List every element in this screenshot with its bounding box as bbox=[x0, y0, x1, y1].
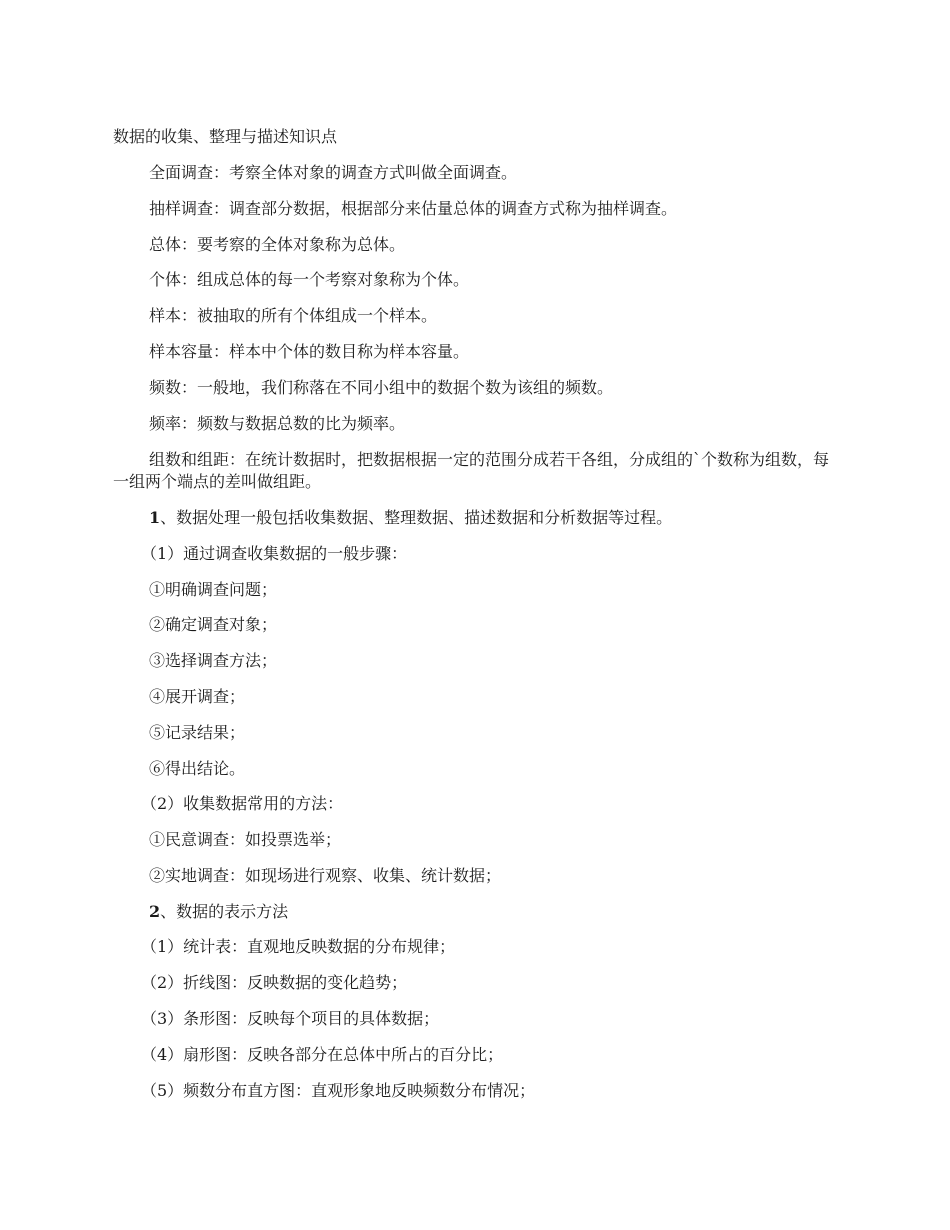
section-1-subtitle: （1）通过调查收集数据的一般步骤： bbox=[141, 544, 408, 563]
representation-item: （4）扇形图：反映各部分在总体中所占的百分比； bbox=[141, 1045, 504, 1064]
step-item: ②确定调查对象； bbox=[149, 615, 278, 634]
representation-item: （3）条形图：反映每个项目的具体数据； bbox=[141, 1009, 440, 1028]
definition-paragraph: 频数：一般地，我们称落在不同小组中的数据个数为该组的频数。 bbox=[149, 378, 614, 397]
representation-item: （1）统计表：直观地反映数据的分布规律； bbox=[141, 937, 456, 956]
definition-paragraph: 个体：组成总体的每一个考察对象称为个体。 bbox=[149, 270, 470, 289]
representation-item: （5）频数分布直方图：直观形象地反映频数分布情况； bbox=[141, 1081, 536, 1100]
definition-paragraph: 样本容量：样本中个体的数目称为样本容量。 bbox=[149, 342, 470, 361]
definition-paragraph: 组数和组距：在统计数据时，把数据根据一定的范围分成若干各组，分成组的`个数称为组数，每一组两个端点的差叫做组距。 bbox=[113, 450, 830, 491]
definition-paragraph: 抽样调查：调查部分数据，根据部分来估量总体的调查方式称为抽样调查。 bbox=[149, 199, 678, 218]
representation-item: （2）折线图：反映数据的变化趋势； bbox=[141, 973, 408, 992]
step-item: ③选择调查方法； bbox=[149, 651, 278, 670]
definition-paragraph: 全面调查：考察全体对象的调查方式叫做全面调查。 bbox=[149, 163, 518, 182]
section-2-number: 2 bbox=[149, 902, 161, 921]
section-1-number: 1 bbox=[149, 508, 161, 527]
section-2-heading-text: 、数据的表示方法 bbox=[160, 902, 289, 921]
method-item: ②实地调查：如现场进行观察、收集、统计数据； bbox=[149, 866, 502, 885]
definition-paragraph: 样本：被抽取的所有个体组成一个样本。 bbox=[149, 306, 438, 325]
definition-paragraph: 频率：频数与数据总数的比为频率。 bbox=[149, 414, 406, 433]
document-title: 数据的收集、整理与描述知识点 bbox=[113, 127, 338, 146]
section-1-subtitle: （2）收集数据常用的方法： bbox=[141, 794, 344, 813]
method-item: ①民意调查：如投票选举； bbox=[149, 830, 342, 849]
step-item: ⑤记录结果； bbox=[149, 723, 246, 742]
step-item: ④展开调查； bbox=[149, 687, 246, 706]
section-2-heading bbox=[113, 901, 835, 923]
step-item: ⑥得出结论。 bbox=[149, 759, 246, 778]
section-1-heading-text: 、数据处理一般包括收集数据、整理数据、描述数据和分析数据等过程。 bbox=[160, 508, 673, 527]
definition-paragraph: 总体：要考察的全体对象称为总体。 bbox=[149, 235, 406, 254]
section-1-heading bbox=[113, 507, 835, 529]
step-item: ①明确调查问题； bbox=[149, 580, 278, 599]
